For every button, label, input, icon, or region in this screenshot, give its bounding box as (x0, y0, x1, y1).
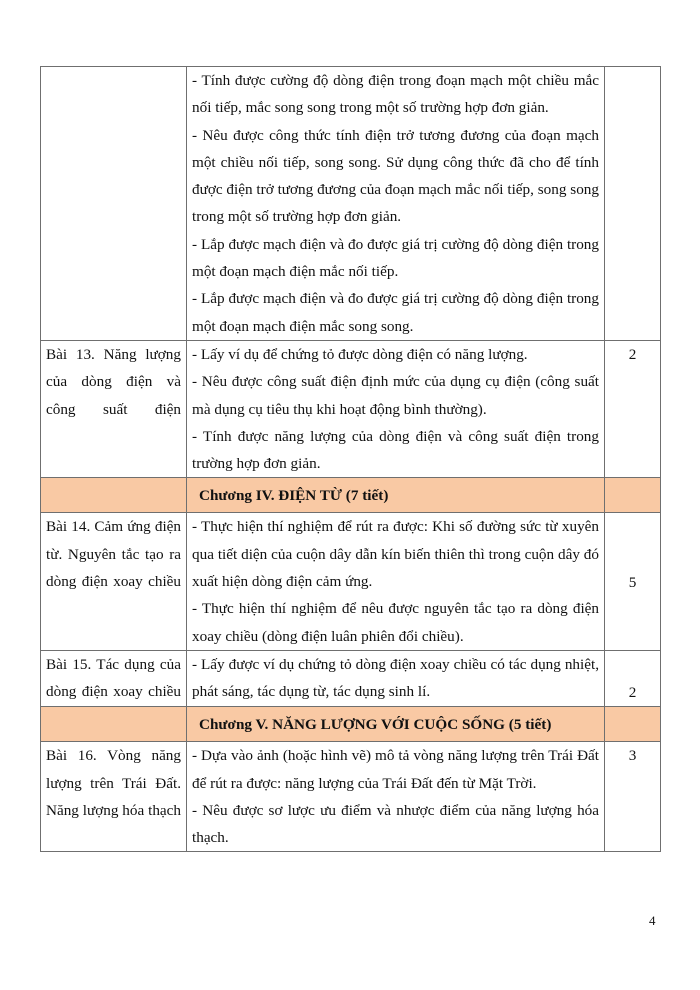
lesson-cell: Bài 16. Vòng năng lượng trên Trái Đất. Năng lượng hóa thạch (41, 742, 187, 852)
chapter-spacer (605, 478, 661, 513)
requirements-cell (187, 67, 605, 341)
table-row (41, 340, 661, 477)
requirements-cell (187, 340, 605, 477)
requirement-item: - Dựa vào ảnh (hoặc hình vẽ) mô tả vòng năng lượng trên Trái Đất để rút ra được: năng lượng của Trái Đất đến từ Mặt Trời. (192, 747, 599, 792)
requirement-item: - Tính được cường độ dòng điện trong đoạn mạch một chiều mắc nối tiếp, mắc song song trong một số trường hợp đơn giản. (192, 72, 599, 117)
lesson-cell (41, 67, 187, 341)
hours-cell: 5 (605, 513, 661, 650)
chapter-title: Chương IV. ĐIỆN TỪ (7 tiết) (187, 478, 605, 513)
hours-cell (605, 67, 661, 341)
requirement-item: - Nêu được sơ lược ưu điểm và nhược điểm của năng lượng hóa thạch. (192, 801, 599, 847)
hours-cell: 2 (605, 650, 661, 706)
table-row (41, 742, 661, 852)
requirements-cell (187, 742, 605, 852)
table-row (41, 650, 661, 706)
chapter-title: Chương V. NĂNG LƯỢNG VỚI CUỘC SỐNG (5 tiết) (187, 707, 605, 742)
table-row (41, 67, 661, 341)
requirement-item: - Thực hiện thí nghiệm để nêu được nguyên tắc tạo ra dòng điện xoay chiều (dòng điện luân phiên đổi chiều). (192, 600, 599, 645)
chapter-row (41, 478, 661, 513)
requirements-cell (187, 650, 605, 706)
requirement-item: - Lắp được mạch điện và đo được giá trị cường độ dòng điện trong một đoạn mạch điện mắc song song. (192, 290, 599, 335)
requirements-cell (187, 513, 605, 650)
lesson-cell: Bài 13. Năng lượng của dòng điện và công suất điện (41, 340, 187, 477)
requirement-item: - Tính được năng lượng của dòng điện và công suất điện trong trường hợp đơn giản. (192, 427, 599, 473)
hours-cell: 2 (605, 340, 661, 477)
requirement-item: - Lấy được ví dụ chứng tỏ dòng điện xoay chiều có tác dụng nhiệt, phát sáng, tác dụng từ, tác dụng sinh lí. (192, 655, 599, 701)
chapter-spacer (41, 478, 187, 513)
requirement-item: - Nêu được công suất điện định mức của dụng cụ điện (công suất mà dụng cụ tiêu thụ khi hoạt động bình thường). (192, 373, 599, 418)
requirement-item: - Nêu được công thức tính điện trở tương đương của đoạn mạch một chiều nối tiếp, song song. Sử dụng công thức đã cho để tính được điện trở tương đương của đoạn mạch mắc nối tiếp, song song trong một số trường hợp đơn giản. (192, 126, 599, 226)
requirement-item: - Thực hiện thí nghiệm để rút ra được: Khi số đường sức từ xuyên qua tiết diện của cuộn dây dẫn kín biến thiên thì trong cuộn dây đó xuất hiện dòng điện cảm ứng. (192, 518, 599, 591)
chapter-spacer (41, 707, 187, 742)
lesson-cell: Bài 15. Tác dụng của dòng điện xoay chiều (41, 650, 187, 706)
hours-cell: 3 (605, 742, 661, 852)
lesson-cell: Bài 14. Cảm ứng điện từ. Nguyên tắc tạo ra dòng điện xoay chiều (41, 513, 187, 650)
chapter-row (41, 707, 661, 742)
requirement-item: - Lấy ví dụ để chứng tỏ được dòng điện có năng lượng. (192, 345, 528, 363)
chapter-spacer (605, 707, 661, 742)
page-number: 4 (649, 913, 656, 928)
requirement-item: - Lắp được mạch điện và đo được giá trị cường độ dòng điện trong một đoạn mạch điện mắc nối tiếp. (192, 235, 599, 281)
table-row (41, 513, 661, 650)
curriculum-table (40, 66, 661, 852)
